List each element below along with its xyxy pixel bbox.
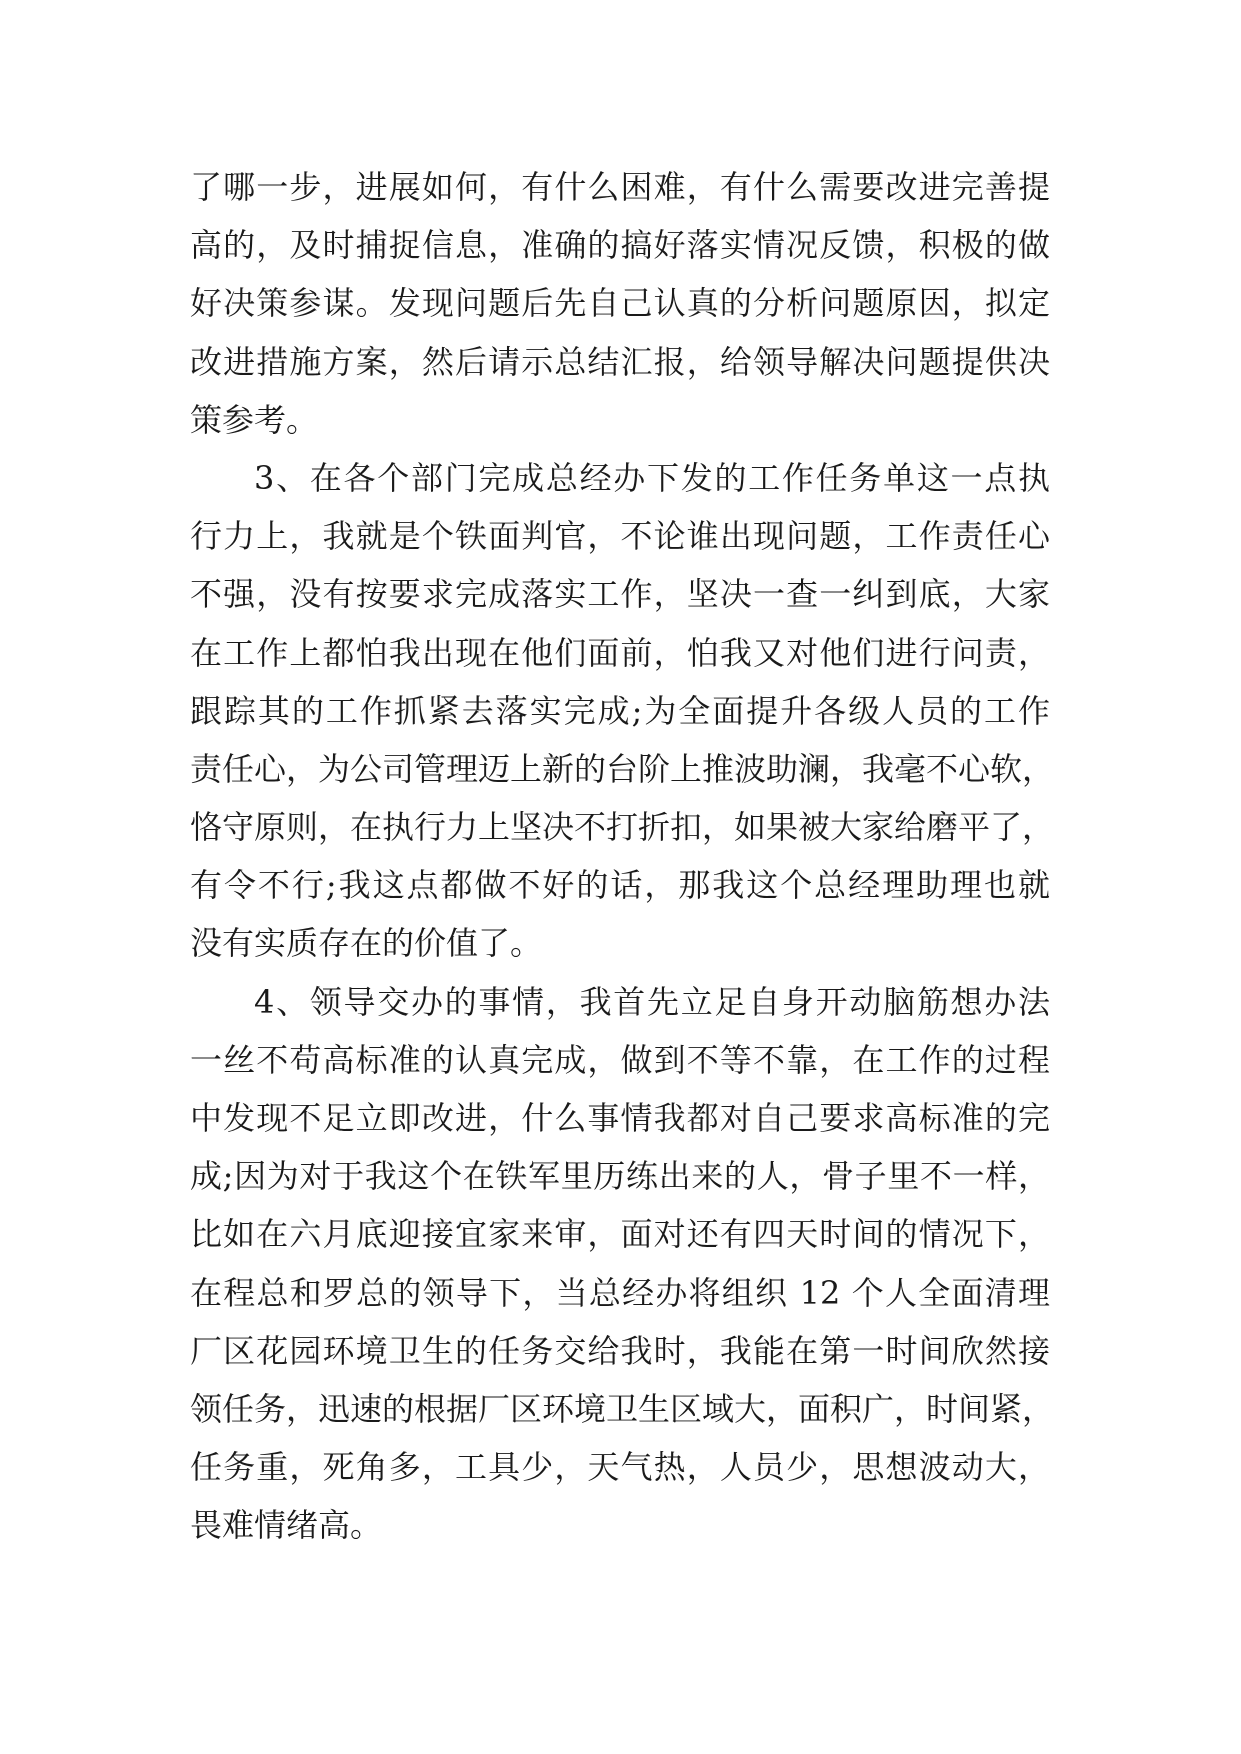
- text-line: 任务重，死角多，工具少，天气热，人员少，思想波动大，: [190, 1448, 1050, 1487]
- text-line: 中发现不足立即改进，什么事情我都对自己要求高标准的完: [190, 1099, 1050, 1137]
- text-line: 不强，没有按要求完成落实工作，坚决一查一纠到底，大家: [190, 575, 1050, 614]
- document-body: [190, 158, 1055, 1555]
- paragraph-3: [190, 449, 1055, 973]
- text-line: 没有实质存在的价值了。: [190, 924, 543, 963]
- text-line: 行力上，我就是个铁面判官，不论谁出现问题，工作责任心: [190, 517, 1050, 556]
- text-line: 改进措施方案，然后请示总结汇报，给领导解决问题提供决: [190, 342, 1050, 381]
- text-line: 高的，及时捕捉信息，准确的搞好落实情况反馈，积极的做: [190, 226, 1050, 265]
- text-line: 3、在各个部门完成总经办下发的工作任务单这一点执: [254, 458, 1050, 497]
- text-line: 4、领导交办的事情，我首先立足自身开动脑筋想办法: [254, 982, 1050, 1021]
- text-line: 恪守原则，在执行力上坚决不打折扣，如果被大家给磨平了，: [190, 808, 1055, 847]
- text-line: 在程总和罗总的领导下，当总经办将组织 12 个人全面清理: [190, 1273, 1050, 1312]
- text-line: 一丝不苟高标准的认真完成，做到不等不靠，在工作的过程: [190, 1040, 1050, 1079]
- text-line: 成;因为对于我这个在铁军里历练出来的人，骨子里不一样，: [190, 1157, 1050, 1196]
- paragraph-4: [190, 973, 1055, 1555]
- text-line: 责任心，为公司管理迈上新的台阶上推波助澜，我毫不心软，: [190, 749, 1055, 788]
- text-line: 比如在六月底迎接宜家来审，面对还有四天时间的情况下，: [190, 1215, 1050, 1254]
- paragraph-1: [190, 158, 1050, 449]
- text-line: 好决策参谋。发现问题后先自己认真的分析问题原因，拟定: [190, 284, 1050, 323]
- text-line: 厂区花园环境卫生的任务交给我时，我能在第一时间欣然接: [190, 1331, 1050, 1370]
- text-line: 跟踪其的工作抓紧去落实完成;为全面提升各级人员的工作: [190, 691, 1050, 730]
- text-line: 领任务，迅速的根据厂区环境卫生区域大，面积广，时间紧，: [190, 1389, 1055, 1428]
- text-line: 有令不行;我这点都做不好的话，那我这个总经理助理也就: [190, 866, 1050, 905]
- text-line: 畏难情绪高。: [190, 1506, 383, 1545]
- text-line: 了哪一步，进展如何，有什么困难，有什么需要改进完善提: [190, 168, 1050, 206]
- text-line: 策参考。: [190, 400, 319, 439]
- text-line: 在工作上都怕我出现在他们面前，怕我又对他们进行问责，: [190, 633, 1050, 672]
